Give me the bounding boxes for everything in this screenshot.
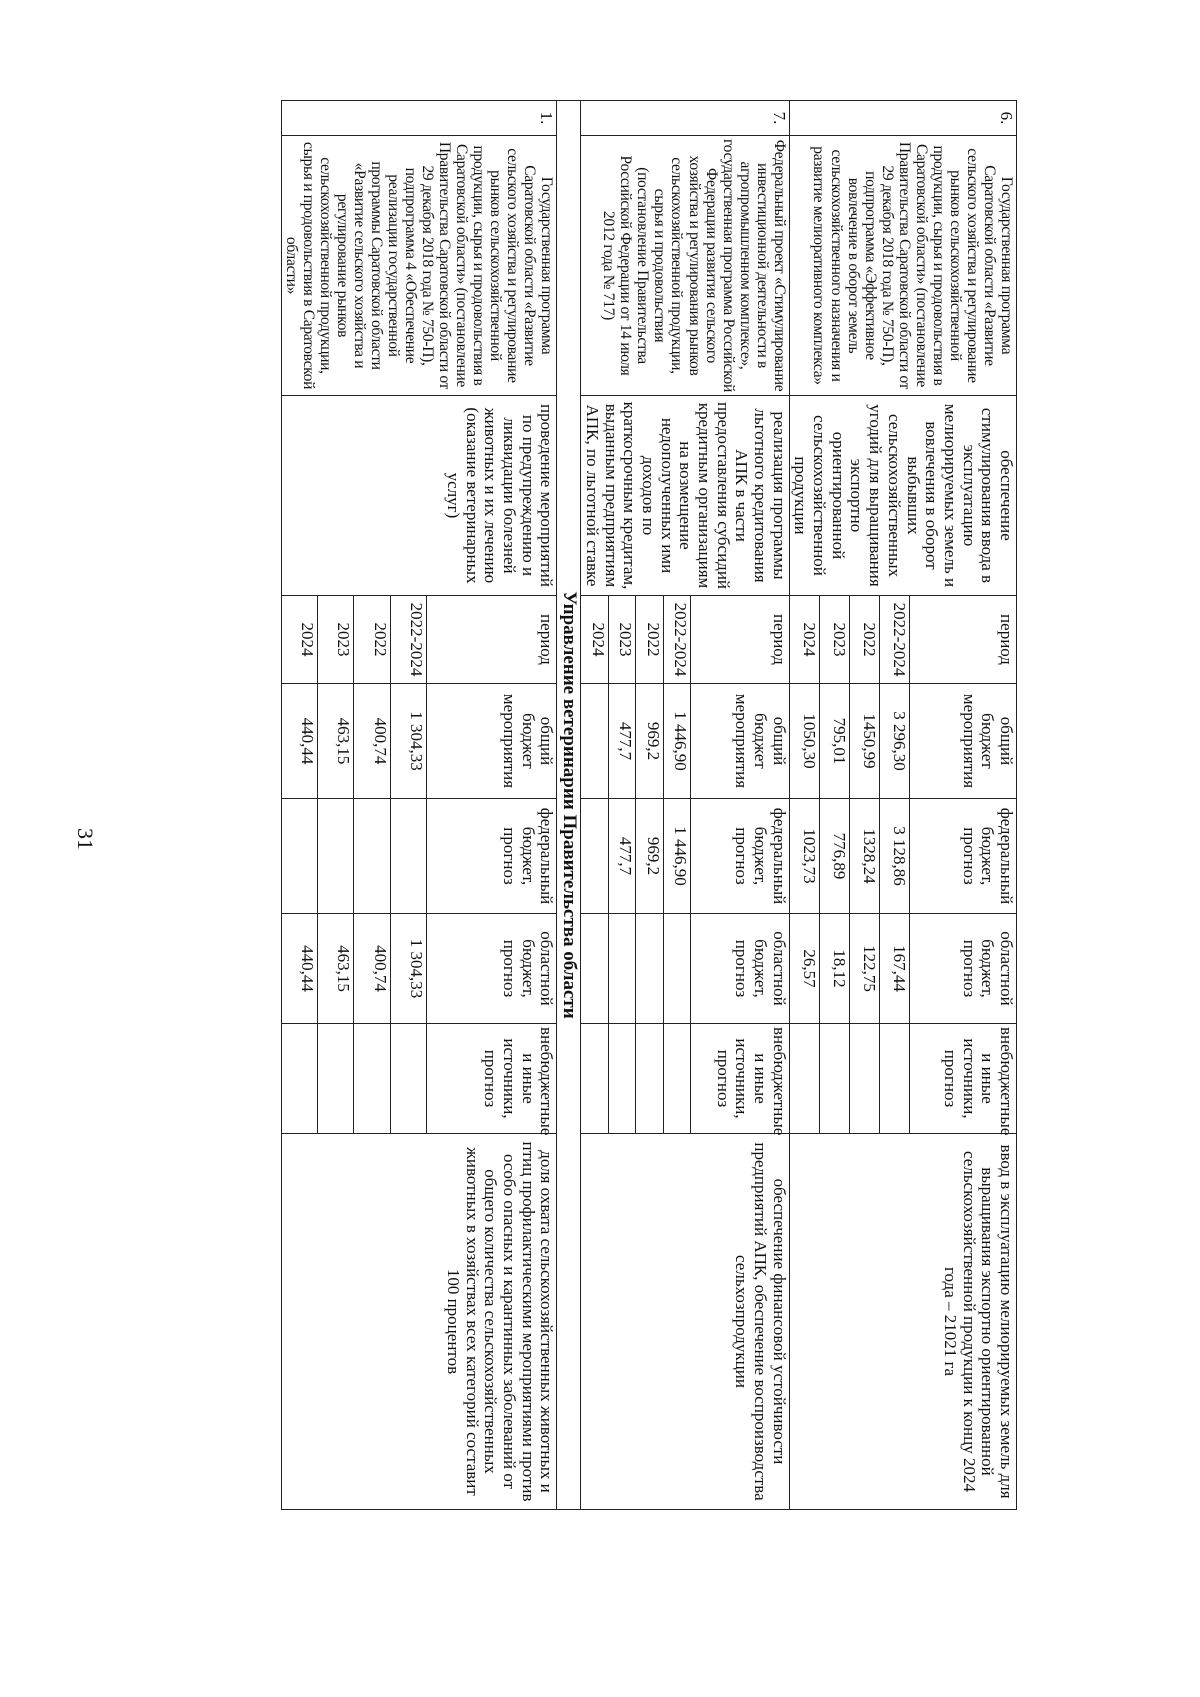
total-cell (581, 684, 609, 799)
program-name: Государственная программа Саратовской области «Развитие сельского хозяйства и регулирование рынков сельскохозяйственной продукции, сырья и продовольствия в Саратовской области» (постановление Правительства Саратовской области от 29 декабря 2018 года № 750-П), подпрограмма «Эффективное вовлечение в оборот земель сельскохозяйственного назначения и развитие мелиоративного комплекса» (789, 136, 1016, 396)
regional-cell (608, 914, 635, 1024)
extra-cell (608, 1024, 635, 1134)
extra-cell (819, 1024, 849, 1134)
regional-cell: 1 304,33 (390, 914, 426, 1024)
rotated-table-container (177, 100, 1017, 1510)
header-period: период (426, 596, 556, 684)
program-name: Федеральный проект «Стимулирование инвестиционной деятельности в агропромышленном комплексе», государственная программа Российской Федерации развития сельского хозяйства и регулирования рынков сельскохозяйственной продукции, сырья и продовольствия (постановление Правительства Российской Федерации от 14 июля 2012 года № 717) (581, 136, 790, 396)
federal-cell: 1023,73 (789, 799, 819, 914)
measure-name: реализация программы льготного кредитования АПК в части предоставления субсидий кредитным организациям на возмещение недополученных ими доходов по краткосрочным кредитам, выданным предприятиям АПК, по льготной ставке (581, 396, 790, 596)
period-cell: 2022 (354, 596, 390, 684)
extra-cell (581, 1024, 609, 1134)
extra-cell (317, 1024, 353, 1134)
federal-cell (581, 799, 609, 914)
total-cell: 1450,99 (849, 684, 879, 799)
total-cell: 440,44 (281, 684, 317, 799)
period-cell: 2024 (281, 596, 317, 684)
extra-cell (879, 1024, 909, 1134)
federal-cell: 1328,24 (849, 799, 879, 914)
period-cell: 2022-2024 (879, 596, 909, 684)
regional-cell (581, 914, 609, 1024)
header-regional: областной бюджет, прогноз (691, 914, 790, 1024)
header-extra: внебюджетные и иные источники, прогноз (691, 1024, 790, 1134)
total-cell: 3 296,30 (879, 684, 909, 799)
section-title: Управление ветеринарии Правительства области (557, 101, 581, 1510)
period-cell: 2022 (849, 596, 879, 684)
extra-cell (354, 1024, 390, 1134)
header-extra: внебюджетные и иные источники, прогноз (426, 1024, 556, 1134)
federal-cell (317, 799, 353, 914)
period-cell: 2024 (789, 596, 819, 684)
regional-cell (636, 914, 663, 1024)
header-total: общий бюджет мероприятия (909, 684, 1016, 799)
regional-cell (663, 914, 690, 1024)
header-period: период (691, 596, 790, 684)
header-regional: областной бюджет, прогноз (426, 914, 556, 1024)
total-cell: 463,15 (317, 684, 353, 799)
extra-cell (281, 1024, 317, 1134)
extra-cell (636, 1024, 663, 1134)
regional-cell: 18,12 (819, 914, 849, 1024)
regional-cell: 440,44 (281, 914, 317, 1024)
regional-cell: 463,15 (317, 914, 353, 1024)
total-cell: 477,7 (608, 684, 635, 799)
row-number: 6. (789, 101, 1016, 136)
program-table (281, 100, 1017, 1510)
federal-cell: 969,2 (636, 799, 663, 914)
extra-cell (390, 1024, 426, 1134)
program-name: Государственная программа Саратовской области «Развитие сельского хозяйства и регулирование рынков сельскохозяйственной продукции, сырья и продовольствия в Саратовской области» (постановление Правительства Саратовской области от 29 декабря 2018 года № 750-П), подпрограмма 4 «Обеспечение реализации государственной программы Саратовской области «Развитие сельского хозяйства и регулирование рынков сельскохозяйственной продукции, сырья и продовольствия в Саратовской области» (281, 136, 557, 396)
header-federal: федеральный бюджет, прогноз (691, 799, 790, 914)
federal-cell (390, 799, 426, 914)
extra-cell (663, 1024, 690, 1134)
federal-cell: 3 128,86 (879, 799, 909, 914)
header-total: общий бюджет мероприятия (426, 684, 556, 799)
row-number: 7. (581, 101, 790, 136)
header-federal: федеральный бюджет, прогноз (909, 799, 1016, 914)
measure-name: обеспечение стимулирования ввода в эксплуатацию мелиорируемых земель и вовлечения в оборот выбывших сельскохозяйственных угодий для выращивания экспортно ориентированной сельскохозяйственной продукции (789, 396, 1016, 596)
total-cell: 969,2 (636, 684, 663, 799)
total-cell: 1 446,90 (663, 684, 690, 799)
federal-cell (281, 799, 317, 914)
expected-result: обеспечение финансовой устойчивости предприятий АПК, обеспечение воспроизводства сельхозпродукции (581, 1134, 790, 1510)
period-cell: 2023 (819, 596, 849, 684)
total-cell: 795,01 (819, 684, 849, 799)
extra-cell (849, 1024, 879, 1134)
period-cell: 2024 (581, 596, 609, 684)
federal-cell: 1 446,90 (663, 799, 690, 914)
period-cell: 2022-2024 (390, 596, 426, 684)
header-period: период (909, 596, 1016, 684)
federal-cell: 477,7 (608, 799, 635, 914)
period-cell: 2022 (636, 596, 663, 684)
measure-name: проведение мероприятий по предупреждению и ликвидации болезней животных и их лечению (оказание ветеринарных услуг) (281, 396, 557, 596)
regional-cell: 26,57 (789, 914, 819, 1024)
header-federal: федеральный бюджет, прогноз (426, 799, 556, 914)
regional-cell: 122,75 (849, 914, 879, 1024)
header-extra: внебюджетные и иные источники, прогноз (909, 1024, 1016, 1134)
federal-cell: 776,89 (819, 799, 849, 914)
period-cell: 2023 (317, 596, 353, 684)
header-total: общий бюджет мероприятия (691, 684, 790, 799)
total-cell: 1050,30 (789, 684, 819, 799)
period-cell: 2023 (608, 596, 635, 684)
page-number: 31 (73, 828, 98, 850)
expected-result: доля охвата сельскохозяйственных животных и птиц профилактическими мероприятиями против особо опасных и карантинных заболеваний от общего количества сельскохозяйственных животных в хозяйствах всех категорий составит 100 процентов (281, 1134, 557, 1510)
period-cell: 2022-2024 (663, 596, 690, 684)
federal-cell (354, 799, 390, 914)
row-number: 1. (281, 101, 557, 136)
expected-result: ввод в эксплуатацию мелиорируемых земель для выращивания экспортно ориентированной сельскохозяйственной продукции к концу 2024 года – 21021 га (789, 1134, 1016, 1510)
extra-cell (789, 1024, 819, 1134)
total-cell: 400,74 (354, 684, 390, 799)
header-regional: областной бюджет, прогноз (909, 914, 1016, 1024)
regional-cell: 400,74 (354, 914, 390, 1024)
total-cell: 1 304,33 (390, 684, 426, 799)
regional-cell: 167,44 (879, 914, 909, 1024)
